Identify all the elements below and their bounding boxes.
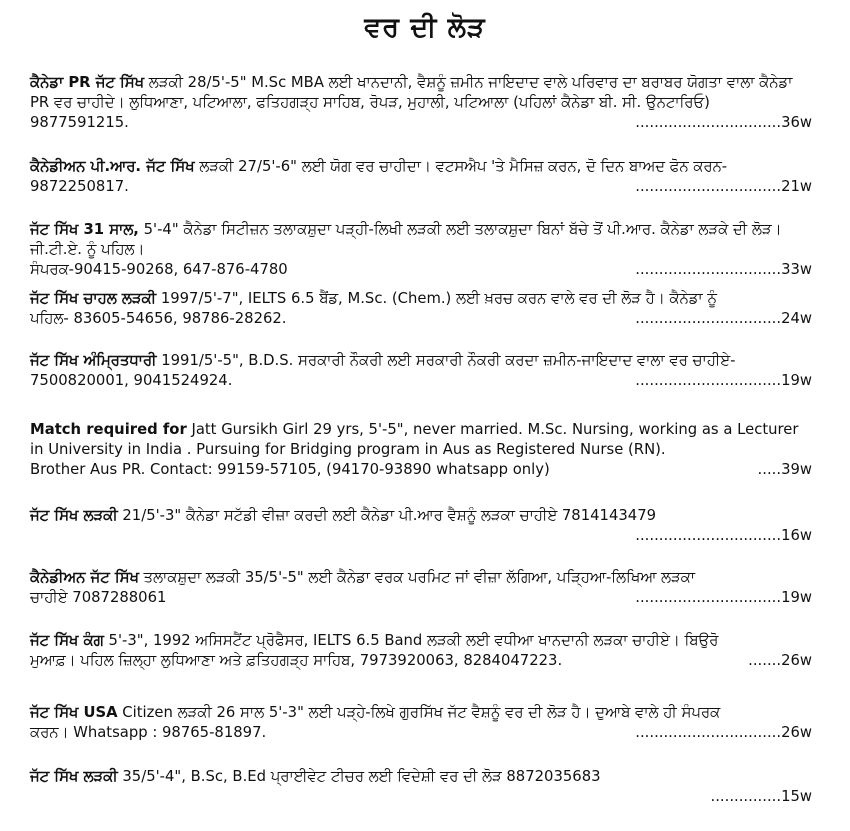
listing-contact: ਸੰਪਰਕ-90415-90268, 647-876-4780	[30, 261, 288, 278]
listing-tail-row	[30, 460, 812, 480]
listing-code: 39w	[781, 461, 812, 478]
listing-code: 24w	[781, 310, 812, 327]
listing-contact: 9877591215.	[30, 114, 129, 131]
leader-dots: ...............................	[635, 589, 782, 606]
leader-dots: ...............................	[635, 372, 782, 389]
listing-item	[30, 73, 812, 133]
listing-code: 19w	[781, 589, 812, 606]
listing-body	[30, 632, 718, 649]
listing-item	[30, 703, 812, 743]
listing-item	[30, 289, 812, 329]
listing-contact: ਮੁਆਫ਼। ਪਹਿਲ ਜ਼ਿਲ੍ਹਾ ਲੁਧਿਆਣਾ ਅਤੇ ਫ਼ਤਿਹਗੜ੍ਹ ਸਾਹਿਬ, 7973920063, 8284047223.	[30, 652, 563, 669]
page-title: ਵਰ ਦੀ ਲੋੜ	[364, 12, 486, 43]
leader-dots: ...............................	[635, 178, 782, 195]
listing-tail-row	[30, 260, 812, 280]
listing-contact: Brother Aus PR. Contact: 99159-57105, (94170-93890 whatsapp only)	[30, 461, 550, 478]
listing-contact: ਪਹਿਲ- 83605-54656, 98786-28262.	[30, 310, 287, 327]
listing-lead: ਜੱਟ ਸਿੱਖ ਕੰਗ	[30, 632, 104, 649]
listing-lead: ਜੱਟ ਸਿੱਖ USA	[30, 704, 118, 721]
listing-lead: Match required for	[30, 421, 187, 438]
listing-body	[30, 74, 792, 111]
listing-lead: ਜੱਟ ਸਿੱਖ 31 ਸਾਲ,	[30, 221, 139, 238]
listing-text: 5'-4" ਕੈਨੇਡਾ ਸਿਟੀਜ਼ਨ ਤਲਾਕਸ਼ੁਦਾ ਪੜ੍ਹੀ-ਲਿਖੀ ਲੜਕੀ ਲਈ ਤਲਾਕਸ਼ੁਦਾ ਬਿਨਾਂ ਬੱਚੇ ਤੋਂ ਪੀ.ਆਰ. ਕੈਨੇਡਾ ਲੜਕੇ ਦੀ ਲੋੜ। ਜੀ.ਟੀ.ਏ. ਨੂੰ ਪਹਿਲ।	[30, 221, 782, 258]
listing-text: 35/5'-4", B.Sc, B.Ed ਪ੍ਰਾਈਵੇਟ ਟੀਚਰ ਲਈ ਵਿਦੇਸ਼ੀ ਵਰ ਦੀ ਲੋੜ 8872035683	[117, 768, 601, 785]
leader-dots: .....	[757, 461, 782, 478]
listing-body	[30, 421, 798, 458]
listing-contact: ਚਾਹੀਏ 7087288061	[30, 589, 167, 606]
listing-item	[30, 157, 812, 197]
listing-text: 1991/5'-5", B.D.S. ਸਰਕਾਰੀ ਨੌਕਰੀ ਲਈ ਸਰਕਾਰੀ ਨੌਕਰੀ ਕਰਦਾ ਜ਼ਮੀਨ-ਜਾਇਦਾਦ ਵਾਲਾ ਵਰ ਚਾਹੀਏ-	[156, 352, 736, 369]
listing-item	[30, 420, 812, 480]
leader-dots: .......	[748, 652, 782, 669]
leader-dots: ...............................	[635, 261, 782, 278]
listing-text: Citizen ਲੜਕੀ 26 ਸਾਲ 5'-3" ਲਈ ਪੜ੍ਹੇ-ਲਿਖੇ ਗੁਰਸਿੱਖ ਜੱਟ ਵੈਸ਼ਨੂੰ ਵਰ ਦੀ ਲੋੜ ਹੈ। ਦੁਆਬੇ ਵਾਲੇ ਹੀ ਸੰਪਰਕ	[117, 704, 721, 721]
listing-code: 33w	[781, 261, 812, 278]
listing-tail-row	[30, 371, 812, 391]
listing-tail-row	[30, 309, 812, 329]
listing-text: ਲੜਕੀ 28/5'-5" M.Sc MBA ਲਈ ਖਾਨਦਾਨੀ, ਵੈਸ਼ਨੂੰ ਜ਼ਮੀਨ ਜਾਇਦਾਦ ਵਾਲੇ ਪਰਿਵਾਰ ਦਾ ਬਰਾਬਰ ਯੋਗਤਾ ਵਾਲਾ ਕੈਨੇਡਾ PR ਵਰ ਚਾਹੀਦੇ। ਲੁਧਿਆਣਾ, ਪਟਿਆਲਾ, ਫਤਿਹਗੜ੍ਹ ਸਾਹਿਬ, ਰੋਪੜ, ਮੁਹਾਲੀ, ਪਟਿਆਲਾ (ਪਹਿਲਾਂ ਕੈਨੇਡਾ ਬੀ. ਸੀ. ਉਨਟਾਰਿਓ)	[30, 74, 793, 111]
listing-tail-row	[30, 526, 812, 546]
listing-item	[30, 767, 812, 807]
listing-text: ਤਲਾਕਸ਼ੁਦਾ ਲੜਕੀ 35/5'-5" ਲਈ ਕੈਨੇਡਾ ਵਰਕ ਪਰਮਿਟ ਜਾਂ ਵੀਜ਼ਾ ਲੱਗਿਆ, ਪੜ੍ਹਿਆ-ਲਿਖਿਆ ਲੜਕਾ	[138, 569, 695, 586]
listing-body	[30, 704, 720, 721]
listing-lead: ਕੈਨੇਡੀਅਨ ਪੀ.ਆਰ. ਜੱਟ ਸਿੱਖ	[30, 158, 195, 175]
listing-lead: ਕੈਨੇਡੀਅਨ ਜੱਟ ਸਿੱਖ	[30, 569, 139, 586]
listing-tail-row	[30, 588, 812, 608]
listing-lead: ਜੱਟ ਸਿੱਖ ਲੜਕੀ	[30, 768, 118, 785]
listing-code: 19w	[781, 372, 812, 389]
listing-body	[30, 352, 735, 369]
listing-code: 21w	[781, 178, 812, 195]
leader-dots: ...............................	[635, 724, 782, 741]
listing-text: 5'-3", 1992 ਅਸਿਸਟੈਂਟ ਪ੍ਰੋਫੈਸਰ, IELTS 6.5 Band ਲੜਕੀ ਲਈ ਵਧੀਆ ਖਾਨਦਾਨੀ ਲੜਕਾ ਚਾਹੀਏ। ਬਿਉਰੋ	[103, 632, 719, 649]
listing-lead: ਜੱਟ ਸਿੱਖ ਲੜਕੀ	[30, 507, 118, 524]
listing-lead: ਜੱਟ ਸਿੱਖ ਚਾਹਲ ਲੜਕੀ	[30, 290, 157, 307]
listing-tail-row	[30, 177, 812, 197]
leader-dots: ...............................	[635, 114, 782, 131]
listing-tail-row	[30, 787, 812, 807]
listing-item	[30, 506, 812, 546]
listing-code: 26w	[781, 724, 812, 741]
listing-body	[30, 507, 656, 524]
listing-contact: ਕਰਨ। Whatsapp : 98765-81897.	[30, 724, 267, 741]
listing-code: 15w	[781, 788, 812, 805]
leader-dots: ...............................	[635, 310, 782, 327]
listing-text: Jatt Gursikh Girl 29 yrs, 5'-5", never married. M.Sc. Nursing, working as a Lecturer in University in India . Pursuing for Bridging program in Aus as Registered Nurse (RN).	[30, 421, 799, 458]
listing-item	[30, 220, 812, 280]
listing-lead: ਕੈਨੇਡਾ PR ਜੱਟ ਸਿੱਖ	[30, 74, 145, 91]
listing-text: ਲੜਕੀ 27/5'-6" ਲਈ ਯੋਗ ਵਰ ਚਾਹੀਦਾ। ਵਟਸਐਪ 'ਤੇ ਮੈਸਿਜ਼ ਕਰਨ, ਦੋ ਦਿਨ ਬਾਅਦ ਫੋਨ ਕਰਨ-	[194, 158, 728, 175]
listing-lead: ਜੱਟ ਸਿੱਖ ਅੰਮ੍ਰਿਤਧਾਰੀ	[30, 352, 157, 369]
listing-code: 16w	[781, 527, 812, 544]
listing-body	[30, 290, 717, 307]
listing-contact: 7500820001, 9041524924.	[30, 372, 233, 389]
leader-dots: ...............................	[635, 527, 782, 544]
listing-tail-row	[30, 113, 812, 133]
listing-tail-row	[30, 723, 812, 743]
listing-text: 1997/5'-7", IELTS 6.5 ਬੈਂਡ, M.Sc. (Chem.) ਲਈ ਖ਼ਰਚ ਕਰਨ ਵਾਲੇ ਵਰ ਦੀ ਲੋੜ ਹੈ। ਕੈਨੇਡਾ ਨੂੰ	[156, 290, 717, 307]
listing-body	[30, 768, 601, 785]
listing-text: 21/5'-3" ਕੈਨੇਡਾ ਸਟੱਡੀ ਵੀਜ਼ਾ ਕਰਦੀ ਲਈ ਕੈਨੇਡਾ ਪੀ.ਆਰ ਵੈਸ਼ਨੂੰ ਲੜਕਾ ਚਾਹੀਏ 7814143479	[117, 507, 657, 524]
listing-body	[30, 569, 695, 586]
listing-tail-row	[30, 651, 812, 671]
listing-code: 36w	[781, 114, 812, 131]
listing-code: 26w	[781, 652, 812, 669]
listing-item	[30, 568, 812, 608]
listing-body	[30, 221, 781, 258]
listing-body	[30, 158, 727, 175]
listing-contact: 9872250817.	[30, 178, 129, 195]
listing-item	[30, 351, 812, 391]
leader-dots: ...............	[710, 788, 782, 805]
listing-item	[30, 631, 812, 671]
